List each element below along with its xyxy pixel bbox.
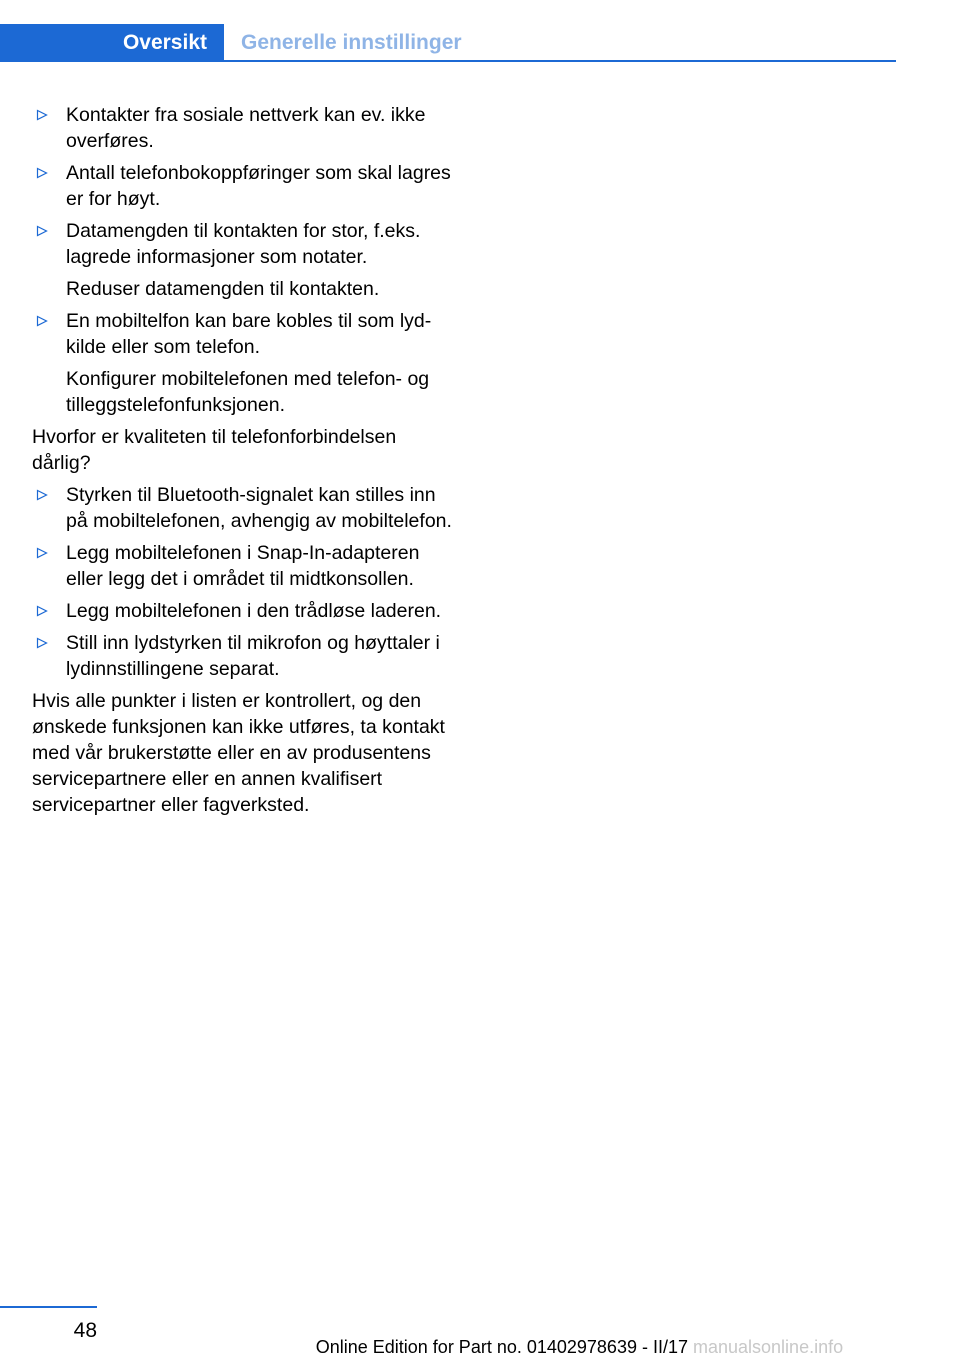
bullet-list-contacts [32, 102, 452, 270]
bullet-list-connection [32, 308, 452, 360]
page-number: 48 [73, 1319, 97, 1342]
tab-generelle-innstillinger[interactable]: Generelle innstillinger [241, 31, 462, 54]
list-item-text: En mobiltelfon kan bare kobles til som lydkilde eller som telefon. [66, 310, 432, 358]
closing-paragraph: Hvis alle punkter i listen er kontrollert, og den ønskede funksjonen kan ikke utføres, ta kontakt med vår brukerstøtte eller en av produsentens servicepartnere eller en annen kvalifisert servicepartner eller fagverksted. [32, 690, 445, 816]
tab-oversikt[interactable]: Oversikt [0, 24, 224, 62]
list-item-text: Datamengden til kontakten for stor, f.eks. lagrede informasjoner som notater. [66, 220, 421, 268]
list-item [32, 218, 452, 270]
triangle-right-outline-icon [36, 547, 48, 559]
list-item-text: Kontakter fra sosiale nettverk kan ev. ikke overføres. [66, 104, 426, 152]
watermark: manualsonline.info [693, 1337, 844, 1357]
triangle-right-outline-icon [36, 109, 48, 121]
list-item [32, 630, 452, 682]
header-divider [0, 60, 896, 62]
section-question: Hvorfor er kvaliteten til telefonforbindelsen dårlig? [32, 426, 397, 474]
page-header [0, 24, 896, 62]
list-item-text: Styrken til Bluetooth-signalet kan stilles inn på mobiltelefonen, avhengig av mobiltelefon. [66, 484, 452, 532]
triangle-right-outline-icon [36, 225, 48, 237]
list-item-note: Reduser datamengden til kontakten. [66, 278, 380, 300]
triangle-right-outline-icon [36, 637, 48, 649]
list-item [32, 102, 452, 154]
bullet-list-quality [32, 482, 452, 682]
list-item [32, 482, 452, 534]
triangle-right-outline-icon [36, 167, 48, 179]
list-item-text: Still inn lydstyrken til mikrofon og høyttaler i lydinnstillingene separat. [66, 632, 440, 680]
footer-divider [0, 1306, 97, 1308]
edition-label: Online Edition for Part no. 01402978639 - II/17 [315, 1337, 688, 1357]
triangle-right-outline-icon [36, 489, 48, 501]
list-item-text: Legg mobiltelefonen i Snap-In-adapteren eller legg det i området til midtkonsollen. [66, 542, 420, 590]
list-item-text: Legg mobiltelefonen i den trådløse laderen. [66, 600, 442, 622]
list-item [32, 308, 452, 360]
list-item-text: Antall telefonbokoppføringer som skal lagres er for høyt. [66, 162, 451, 210]
list-item-note: Konfigurer mobiltelefonen med telefon- og tilleggstelefonfunksjonen. [66, 368, 430, 416]
triangle-right-outline-icon [36, 315, 48, 327]
list-item [32, 598, 452, 624]
list-item [32, 160, 452, 212]
main-content [32, 102, 452, 824]
list-item [32, 540, 452, 592]
triangle-right-outline-icon [36, 605, 48, 617]
